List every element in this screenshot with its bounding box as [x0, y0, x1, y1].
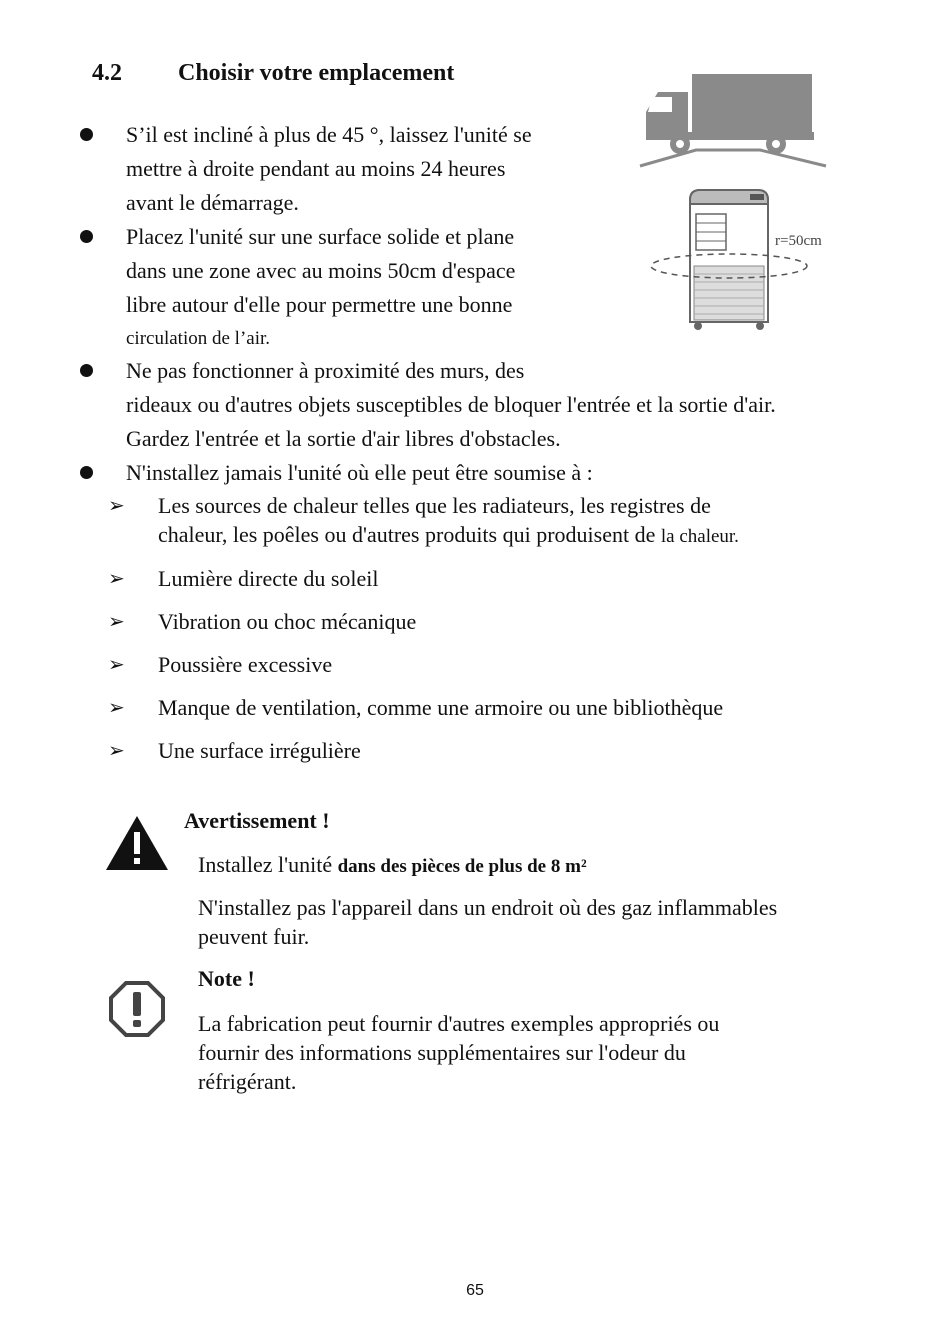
- sub-item-line: chaleur, les poêles ou d'autres produits qui produisent de la chaleur.: [158, 522, 739, 547]
- bullet-dot: [80, 128, 93, 141]
- bullet-line: N'installez jamais l'unité où elle peut être soumise à :: [126, 460, 593, 485]
- arrow-bullet-icon: ➢: [108, 695, 125, 719]
- section-title: Choisir votre emplacement: [178, 60, 455, 86]
- bullet-line: rideaux ou d'autres objets susceptibles de bloquer l'entrée et la sortie d'air.: [126, 392, 776, 417]
- note-line: fournir des informations supplémentaires sur l'odeur du: [198, 1040, 686, 1065]
- radius-label: r=50cm: [775, 233, 822, 249]
- arrow-bullet-icon: ➢: [108, 652, 125, 676]
- bullet-dot: [80, 364, 93, 377]
- bullet-line: Ne pas fonctionner à proximité des murs, des: [126, 358, 525, 383]
- bullet-dot: [80, 466, 93, 479]
- sub-item-line: Une surface irrégulière: [158, 738, 361, 763]
- sub-item-line: Poussière excessive: [158, 652, 333, 677]
- sub-item-line: Les sources de chaleur telles que les radiateurs, les registres de: [158, 493, 711, 518]
- arrow-bullet-icon: ➢: [108, 738, 125, 762]
- air-conditioner-clearance-illustration: [646, 182, 842, 332]
- warning-line: Installez l'unité dans des pièces de plus de 8 m²: [198, 852, 587, 877]
- sub-item-line: Vibration ou choc mécanique: [158, 609, 417, 634]
- bullet-line: mettre à droite pendant au moins 24 heures: [126, 156, 506, 181]
- note-line: réfrigérant.: [198, 1069, 297, 1094]
- bullet-line: circulation de l’air.: [126, 328, 271, 349]
- bullet-line: Placez l'unité sur une surface solide et plane: [126, 224, 515, 249]
- warning-triangle-icon: [104, 814, 170, 872]
- section-number: 4.2: [92, 60, 122, 86]
- warning-title: Avertissement !: [184, 808, 330, 833]
- exclamation-octagon-icon: [108, 980, 166, 1038]
- truck-illustration: [636, 70, 832, 170]
- bullet-line: libre autour d'elle pour permettre une bonne: [126, 292, 513, 317]
- note-title: Note !: [198, 966, 255, 991]
- bullet-line: S’il est incliné à plus de 45 °, laissez l'unité se: [126, 122, 532, 147]
- bullet-dot: [80, 230, 93, 243]
- warning-line: N'installez pas l'appareil dans un endroit où des gaz inflammables: [198, 895, 778, 920]
- arrow-bullet-icon: ➢: [108, 493, 125, 517]
- arrow-bullet-icon: ➢: [108, 566, 125, 590]
- note-line: La fabrication peut fournir d'autres exemples appropriés ou: [198, 1011, 720, 1036]
- arrow-bullet-icon: ➢: [108, 609, 125, 633]
- sub-item-line: Lumière directe du soleil: [158, 566, 379, 591]
- page-number: 65: [466, 1282, 484, 1299]
- bullet-line: dans une zone avec au moins 50cm d'espace: [126, 258, 516, 283]
- bullet-line: Gardez l'entrée et la sortie d'air libres d'obstacles.: [126, 426, 561, 451]
- bullet-line: avant le démarrage.: [126, 190, 299, 215]
- section-heading: [92, 60, 454, 87]
- sub-item-line: Manque de ventilation, comme une armoire ou une bibliothèque: [158, 695, 724, 720]
- warning-line: peuvent fuir.: [198, 924, 310, 949]
